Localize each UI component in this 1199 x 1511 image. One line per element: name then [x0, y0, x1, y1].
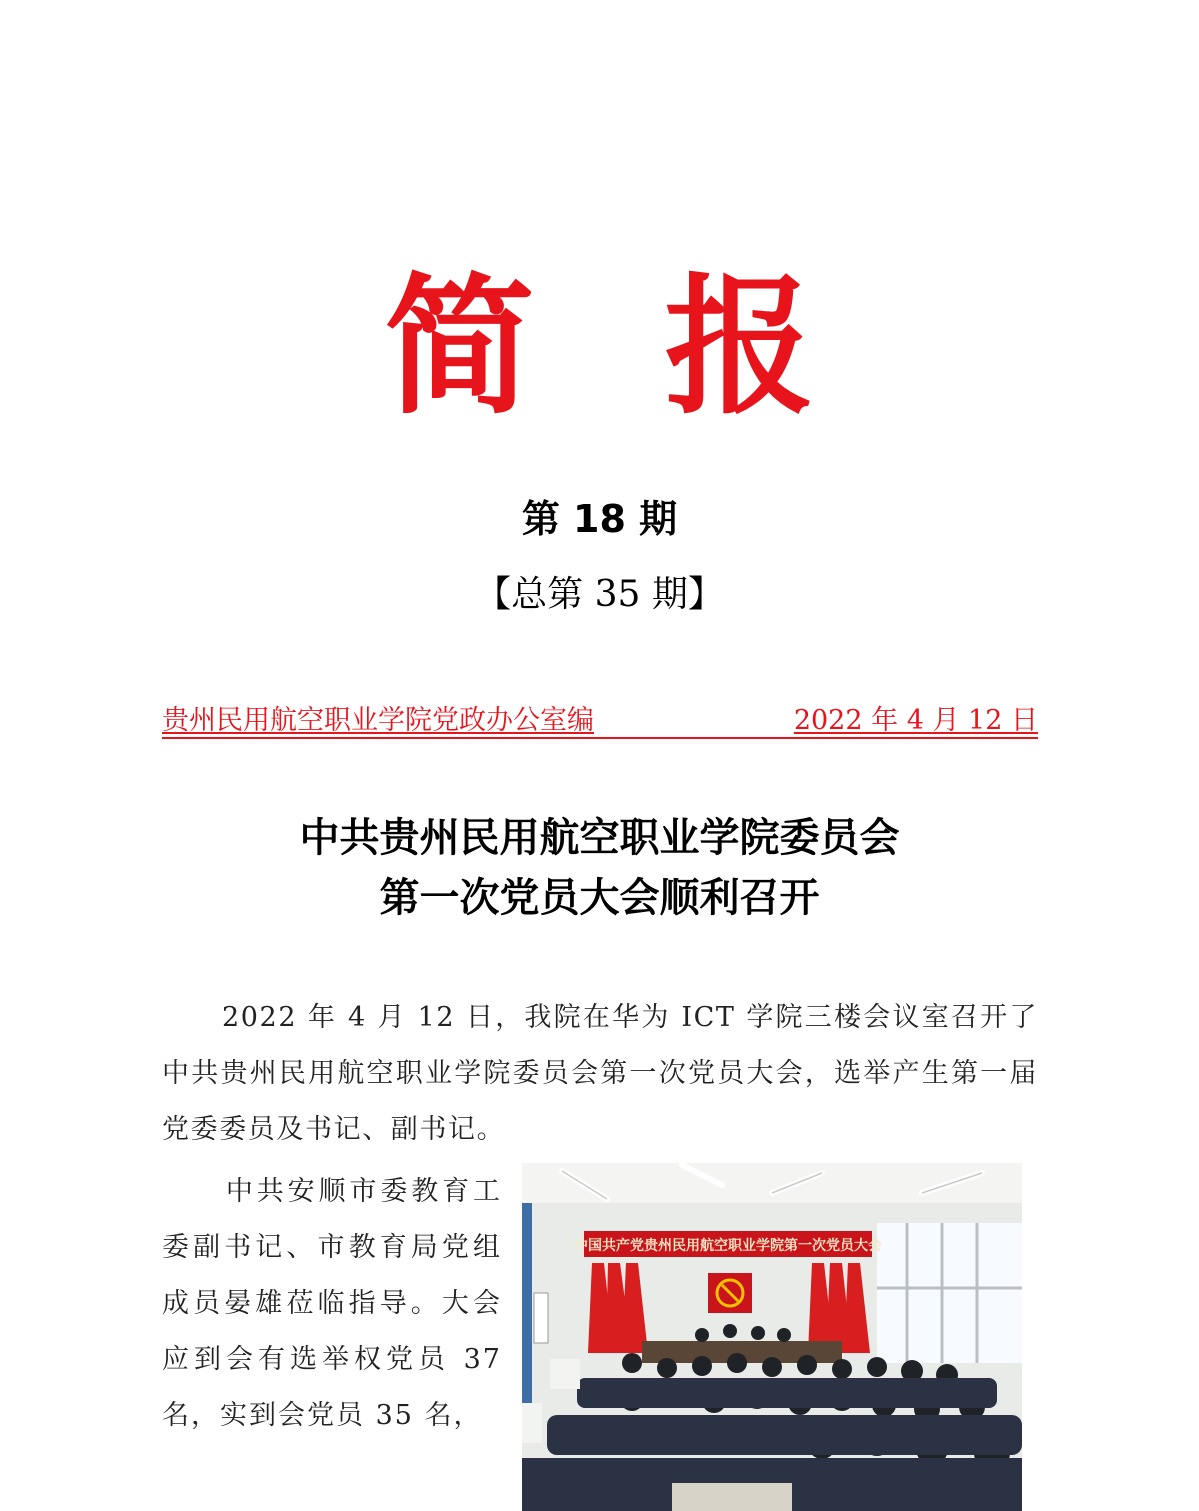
meeting-banner-text: 中国共产党贵州民用航空职业学院第一次党员大会 [574, 1238, 882, 1254]
meeting-photo-illustration [522, 1163, 1022, 1511]
paragraph-2-text: 中共安顺市委教育工委副书记、市教育局党组成员晏雄莅临指导。大会应到会有选举权党员 37 名，实到会党员 35 名， [162, 1176, 502, 1431]
headline-line-2: 第一次党员大会顺利召开 [379, 874, 820, 921]
paragraph-1-text: 2022 年 4 月 12 日，我院在华为 ICT 学院三楼会议室召开了中共贵州民用航空职业学院委员会第一次党员大会，选举产生第一届党委委员及书记、副书记。 [162, 1002, 1038, 1145]
masthead-char-bao: 报 [664, 261, 815, 435]
total-issue-number: 【总第 35 期】 [475, 574, 724, 615]
article-headline [0, 808, 1199, 928]
masthead-title [0, 258, 1199, 438]
headline-line-1: 中共贵州民用航空职业学院委员会 [299, 814, 900, 861]
article-paragraph-2 [162, 1164, 502, 1444]
meeting-photo [522, 1163, 1022, 1511]
publish-date: 2022 年 4 月 12 日 [793, 705, 1038, 736]
article-paragraph-1 [162, 990, 1038, 1158]
publisher-line [162, 697, 1038, 739]
issue-number: 第 18 期 [521, 497, 678, 541]
publisher-name: 贵州民用航空职业学院党政办公室编 [162, 705, 594, 736]
masthead-char-jian: 简 [384, 261, 535, 435]
